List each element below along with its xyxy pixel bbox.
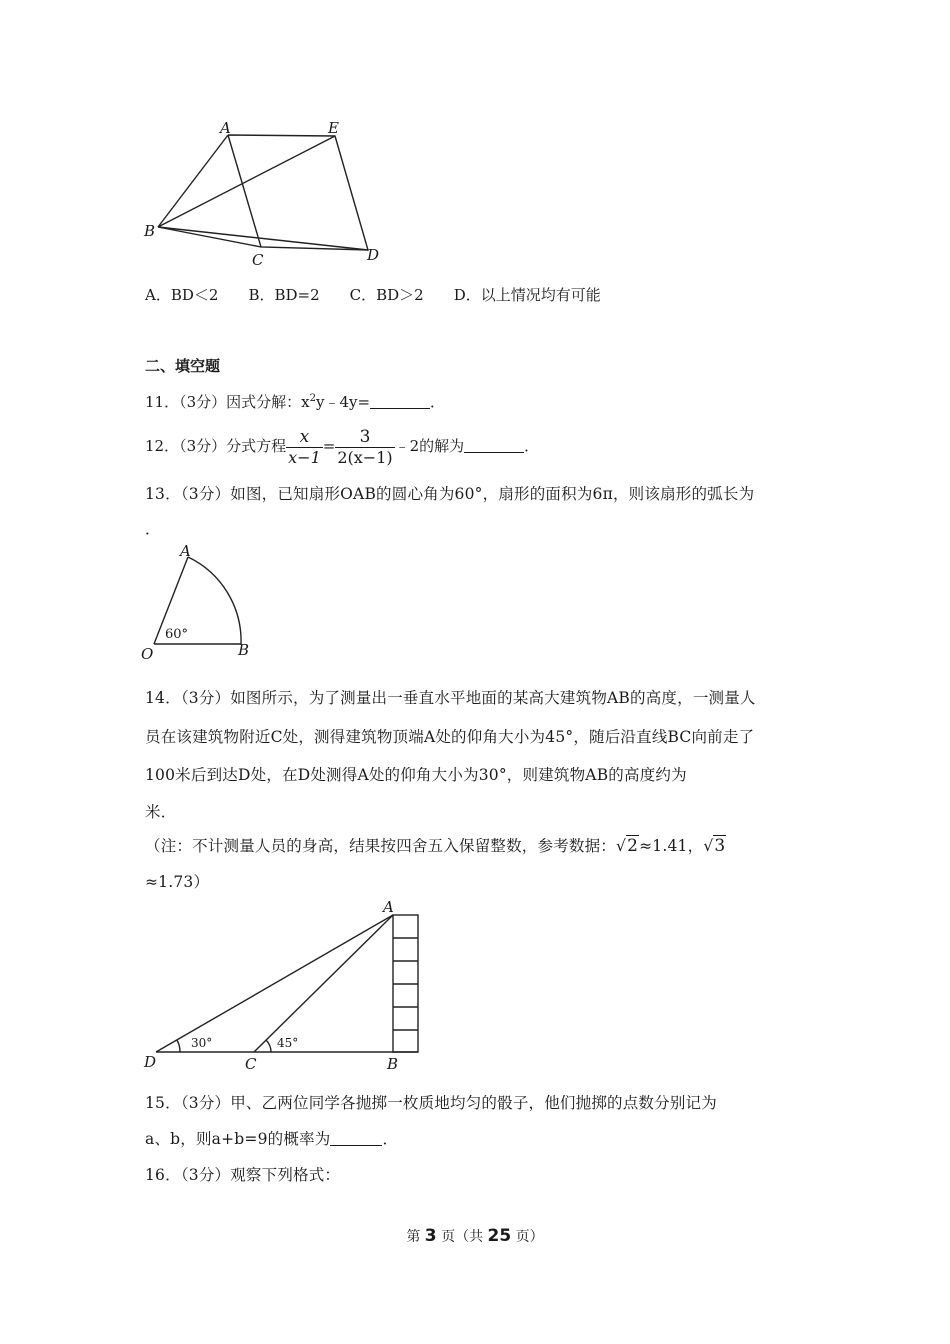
- q12-frac2-den: 2(x−1): [337, 447, 393, 467]
- q14-sqrt2: √2: [616, 836, 639, 856]
- q15-answer-blank: [330, 1131, 382, 1146]
- q10-option-b: B．BD=2: [248, 286, 320, 304]
- q13: [145, 484, 815, 504]
- fig1-label-c: C: [252, 251, 264, 269]
- q15-line-1: 15．（3分）甲、乙两位同学各抛掷一枚质地均匀的骰子，他们抛掷的点数分别记为: [145, 1094, 717, 1112]
- q11: [145, 389, 445, 412]
- q12-answer-blank: [464, 438, 524, 453]
- figure-quadrilateral: [138, 115, 388, 270]
- q10-option-a: A．BD＜2: [145, 286, 219, 304]
- q12-text-after: ﹣2的解为: [394, 437, 465, 455]
- fig3-angle-30: 30°: [191, 1036, 213, 1050]
- fig2-arc: [188, 557, 241, 644]
- page-footer: [0, 1226, 950, 1246]
- fig3-label-d: D: [144, 1053, 157, 1071]
- q15-line-2: [145, 1129, 398, 1149]
- q11-text-before: 因式分解：x: [226, 393, 310, 411]
- q12-num: 12．: [145, 437, 180, 455]
- q12-fraction-1: [286, 427, 323, 468]
- q12-score: （3分）: [179, 437, 227, 455]
- q12-end: ．: [524, 437, 540, 455]
- q14-line-4: 米．: [145, 803, 177, 821]
- q11-num: 11．: [145, 393, 180, 411]
- q12-frac1-num: x: [299, 426, 310, 447]
- q13-cont: ．: [145, 520, 161, 538]
- q10-option-d: D．以上情况均有可能: [453, 286, 601, 304]
- q11-text-after: y﹣4y=: [315, 393, 371, 411]
- q14-sqrt2-rad: 2: [627, 836, 639, 856]
- q15-line-2-text: a、b，则a+b=9的概率为: [145, 1130, 331, 1148]
- q13-num: 13．: [145, 485, 181, 503]
- q12-eq: =: [322, 437, 336, 455]
- q10-options: [145, 285, 601, 305]
- fig3-label-c: C: [245, 1055, 257, 1073]
- fig3-label-b: B: [387, 1055, 399, 1073]
- q10-option-c: C．BD＞2: [349, 286, 424, 304]
- fig2-label-o: O: [141, 645, 154, 662]
- footer-total: 25: [487, 1226, 512, 1246]
- footer-post: 页）: [515, 1229, 544, 1245]
- q14-note-2: ≈1.73）: [145, 873, 210, 891]
- q12-frac2-num: 3: [359, 426, 371, 447]
- fig1-label-a: A: [220, 119, 231, 137]
- fig3-angle-45: 45°: [277, 1036, 299, 1050]
- section-title: 二、填空题: [145, 357, 221, 375]
- fig1-be: [158, 136, 335, 227]
- fig3-arc-45: [266, 1040, 271, 1052]
- q12-fraction-2: [335, 427, 394, 468]
- fig2-label-a: A: [180, 542, 191, 560]
- fig1-ba: [158, 135, 228, 227]
- q13-score: （3分）: [180, 485, 231, 503]
- q11-sup: 2: [309, 393, 316, 404]
- q16: 16．（3分）观察下列格式：: [145, 1166, 341, 1184]
- q11-answer-blank: [370, 394, 430, 409]
- fig1-outline: [228, 135, 368, 250]
- fig1-label-e: E: [328, 119, 339, 137]
- q14-note: [145, 836, 726, 856]
- q14-note-1: （注：不计测量人员的身高，结果按四舍五入保留整数，参考数据：: [145, 837, 617, 855]
- q15-end: ．: [382, 1130, 399, 1148]
- figure-sector: [138, 542, 258, 662]
- q14-approx1: ≈1.41，: [639, 837, 704, 855]
- q12-frac1-den: x−1: [288, 447, 321, 467]
- footer-pre: 第: [406, 1229, 421, 1245]
- fig3-label-a: A: [383, 898, 394, 916]
- q14-line-1: 14．（3分）如图所示，为了测量出一垂直水平地面的某高大建筑物AB的高度，一测量人: [145, 689, 756, 707]
- footer-mid: 页（共: [441, 1229, 484, 1245]
- fig1-label-b: B: [144, 222, 156, 240]
- fig3-arc-30: [177, 1040, 180, 1052]
- q12: [145, 424, 539, 468]
- q14-line-3: 100米后到达D处，在D处测得A处的仰角大小为30°，则建筑物AB的高度约为: [145, 766, 687, 784]
- q11-end: ．: [430, 393, 446, 411]
- q11-score: （3分）: [179, 393, 227, 411]
- q12-text-before: 分式方程: [226, 437, 287, 455]
- footer-page: 3: [424, 1226, 437, 1246]
- q13-text: 如图，已知扇形OAB的圆心角为60°，扇形的面积为6π，则该扇形的弧长为: [230, 485, 755, 503]
- q14-line-2: 员在该建筑物附近C处，测得建筑物顶端A处的仰角大小为45°，随后沿直线BC向前走了: [145, 728, 755, 746]
- q14-sqrt3: √3: [703, 836, 726, 856]
- fig1-label-d: D: [367, 246, 380, 264]
- figure-building: [138, 895, 428, 1075]
- fig2-label-b: B: [238, 641, 250, 659]
- fig2-angle: 60°: [165, 627, 189, 642]
- q14-sqrt3-rad: 3: [714, 836, 726, 856]
